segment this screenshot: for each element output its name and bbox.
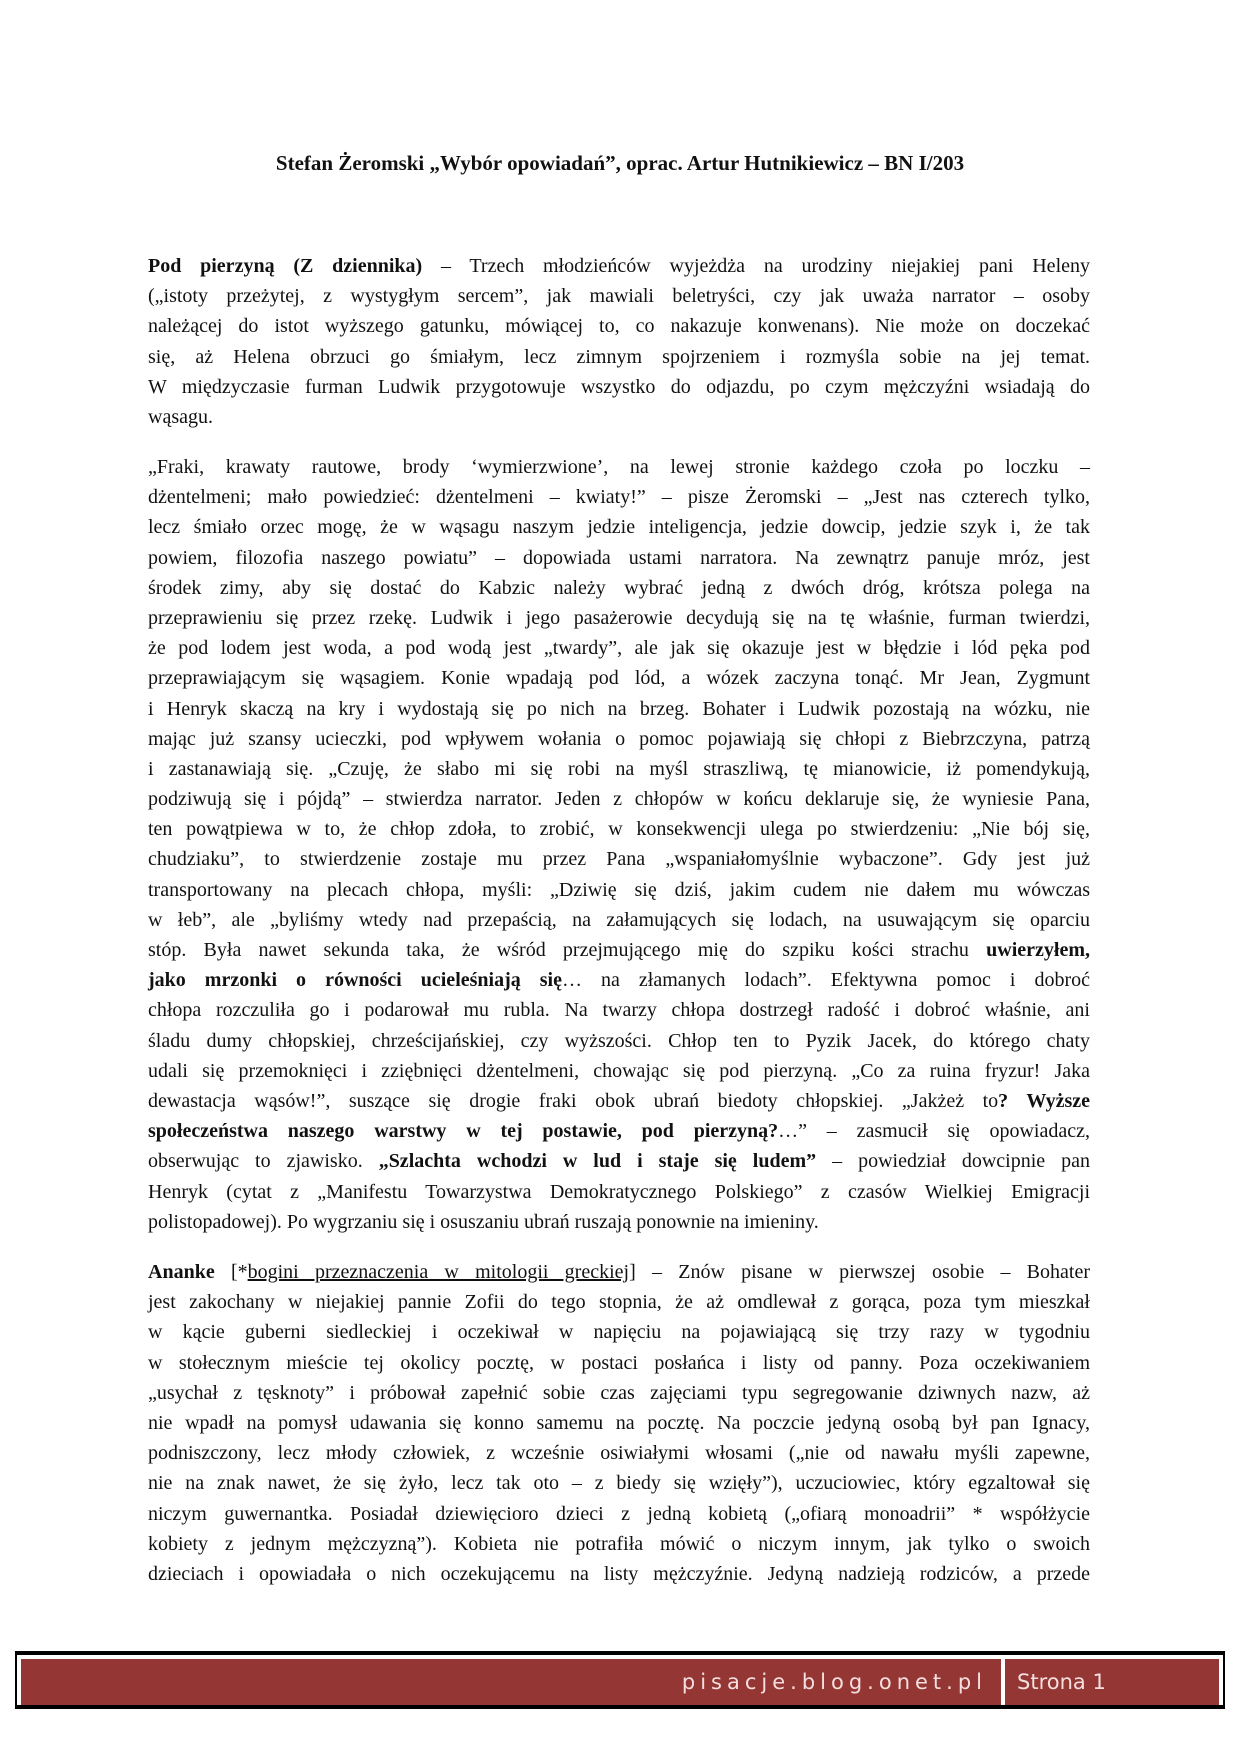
text-segment: że pod lodem jest woda, a pod wodą jest „twardy”, ale jak się okazuje jest w błędzie i lód pęka pod [148,637,1090,660]
text-line [148,905,1090,935]
text-segment: udali się przemoknięci i zziębnięci dżentelmeni, chowając się pod pierzyną. „Co za ruina fryzur! Jaka [148,1059,1090,1082]
bold-text: jako mrzonki o równości ucieleśniają się [148,969,562,992]
text-line [148,1317,1090,1347]
text-segment: dzieciach i opowiadała o nich oczekującemu na listy mężczyźnie. Jedyną nadzieją rodziców, a przede [148,1562,1090,1585]
text-line [148,724,1090,754]
text-segment: podziwują się i pójdą” – stwierdza narrator. Jeden z chłopów w końcu deklaruje się, że wyniesie Pana, [148,788,1090,811]
text-segment: dewastacja wąsów!”, suszące się drogie fraki obok ubrań biedoty chłopskiej. „Jakżeż to [148,1089,999,1112]
text-line [148,663,1090,693]
text-line [148,1086,1090,1116]
text-segment: wąsagu. [148,405,213,428]
text-segment: („istoty przeżytej, z wystygłym sercem”, jak mawiali beletryści, czy jak uważa narrator – osoby [148,285,1090,308]
text-segment: bogini przeznaczenia w mitologii greckiej [247,1261,630,1283]
text-segment: kobiety z jednym mężczyzną”). Kobieta nie potrafiła mówić o niczym innym, jak tylko o swoich [148,1532,1090,1555]
text-line [148,1529,1090,1559]
text-segment: się, aż Helena obrzuci go śmiałym, lecz zimnym spojrzeniem i rozmyśla sobie na jej temat. [148,345,1090,368]
text-segment: w kącie guberni siedleckiej i oczekiwał w napięciu na pojawiającą się trzy razy w tygodniu [148,1321,1090,1344]
text-segment: i Henryk skaczą na kry i wydostają się po nich na brzeg. Bohater i Ludwik pozostają na wózku, nie [148,697,1090,720]
text-line [148,311,1090,341]
text-segment: – powiedział dowcipnie pan [816,1150,1091,1173]
text-segment: chłopa rozczuliła go i podarował mu rubla. Na twarzy chłopa dostrzegł radość i dobroć właśnie, ani [148,999,1090,1022]
text-line [148,844,1090,874]
page-footer [15,1651,1225,1709]
text-segment: Henryk (cytat z „Manifestu Towarzystwa Demokratycznego Polskiego” z czasów Wielkiej Emigracji [148,1180,1090,1203]
text-segment: – Trzech młodzieńców wyjeżdża na urodziny niejakiej pani Heleny [422,255,1090,277]
text-segment: należącej do istot wyższego gatunku, mówiącej to, co nakazuje konwenans). Nie może on doczekać [148,315,1090,338]
text-line [148,1287,1090,1317]
text-segment: powiem, filozofia naszego powiatu” – dopowiada ustami narratora. Na zewnątrz panuje mróz, jest [148,546,1090,569]
text-segment: przeprawieniu się przez rzekę. Ludwik i jego pasażerowie decydują się na tę właśnie, furman twierdzi, [148,606,1090,629]
document-title: Stefan Żeromski „Wybór opowiadań”, oprac. Artur Hutnikiewicz – BN I/203 [275,151,965,175]
text-segment: … na złamanych lodach”. Efektywna pomoc i dobroć [561,969,1090,992]
bold-text: Ananke [148,1261,215,1283]
text-line [148,784,1090,814]
text-line [148,402,1090,432]
text-segment: mając już szansy ucieczki, pod wpływem wołania o pomoc pojawiają się chłopi z Biebrzczyna, patrzą [148,727,1090,750]
text-line [148,573,1090,603]
text-line [148,814,1090,844]
text-segment: W międzyczasie furman Ludwik przygotowuje wszystko do odjazdu, po czym mężczyźni wsiadają do [148,375,1090,398]
bold-text: „Szlachta wchodzi w lud i staje się ludem” [378,1150,817,1173]
text-segment: niczym guwernantka. Posiadał dziewięcioro dzieci z jedną kobietą („ofiarą monoadrii” * współżycie [148,1502,1090,1525]
text-segment: stóp. Była nawet sekunda taka, że wśród przejmującego mię do szpiku kości strachu [148,939,987,961]
text-line [148,633,1090,663]
text-line [148,1116,1090,1146]
text-segment: w łeb”, ale „byliśmy wtedy nad przepaścią, na załamujących się lodach, na usuwającym się oparciu [148,908,1090,931]
text-line [148,1499,1090,1529]
text-segment: śladu dumy chłopskiej, chrześcijańskiej, czy wyższości. Chłop ten to Pyzik Jacek, do którego chaty [148,1029,1090,1052]
text-line [148,372,1090,402]
text-segment: nie na znak nawet, że się żyło, lecz tak oto – z biedy się wzięły”), uczuciowiec, który egzaltował się [148,1472,1090,1495]
text-segment: i zastanawiają się. „Czuję, że słabo mi się robi na myśl straszliwą, tę mianowicie, iż pomendykują, [148,757,1090,780]
text-line [148,251,1090,281]
bold-text: uwierzyłem, [986,939,1090,961]
text-line [148,342,1090,372]
text-segment: podniszczony, lecz młody człowiek, z wcześnie osiwiałymi włosami („nie od nawału myśli zapewne, [148,1442,1090,1465]
text-segment: w stołecznym mieście tej okolicy pocztę, w postaci posłańca i listy od panny. Poza oczekiwaniem [148,1351,1090,1374]
text-line [148,1177,1090,1207]
text-line [148,1408,1090,1438]
text-line [148,1348,1090,1378]
paragraph-ananke [148,1257,1090,1589]
text-segment: „Fraki, krawaty rautowe, brody ‘wymierzwione’, na lewej stronie każdego czoła po loczku – [148,456,1090,478]
text-line [148,452,1090,482]
text-line [148,512,1090,542]
text-line [148,935,1090,965]
text-line [148,1026,1090,1056]
text-segment: polistopadowej). Po wygrzaniu się i osuszaniu ubrań ruszają ponownie na imieniny. [148,1210,819,1233]
text-line [148,1257,1090,1287]
text-line [148,1438,1090,1468]
text-line [148,1378,1090,1408]
paragraph-pod-pierzyna [148,251,1090,432]
text-line [148,1146,1090,1176]
text-line [148,1207,1090,1237]
text-line [148,543,1090,573]
bold-text: ? Wyższe [998,1089,1091,1112]
text-segment: obserwując to zjawisko. [148,1150,379,1173]
bold-text: społeczeństwa naszego warstwy w tej postawie, pod pierzyną? [148,1120,779,1143]
text-line [148,995,1090,1025]
text-line [148,482,1090,512]
text-line [148,281,1090,311]
text-segment: ten powątpiewa w to, że chłop zdoła, to zrobić, w konsekwencji ulega po stwierdzeniu: „Nie bój się, [148,818,1090,841]
text-segment: jest zakochany w niejakiej pannie Zofii do tego stopnia, że aż omdlewał z gorąca, poza tym mieszkał [148,1291,1090,1314]
text-line [148,754,1090,784]
text-segment: …” – zasmucił się opowiadacz, [778,1120,1090,1143]
text-segment: [* [214,1261,248,1283]
text-line [148,875,1090,905]
text-segment: ] – Znów pisane w pierwszej osobie – Bohater [629,1261,1090,1283]
text-line [148,603,1090,633]
text-segment: środek zimy, aby się dostać do Kabzic należy wybrać jedną z dwóch dróg, krótsza polega na [148,576,1090,599]
text-segment: dżentelmeni; mało powiedzieć: dżentelmeni – kwiaty!” – pisze Żeromski – „Jest nas czterech tylko, [148,486,1090,509]
text-line [148,965,1090,995]
text-line [148,1468,1090,1498]
text-segment: transportowany na plecach chłopa, myśli: „Dziwię się dziś, jakim cudem nie dałem mu wówczas [148,878,1090,901]
bold-text: Pod pierzyną (Z dziennika) [148,255,423,277]
text-line [148,1559,1090,1589]
paragraph-pod-pierzyna-summary [148,452,1090,1237]
footer-site-link[interactable]: pisacje.blog.onet.pl [21,1659,1001,1705]
text-line [148,694,1090,724]
footer-page-number: Strona 1 [1005,1659,1219,1705]
text-segment: nie wpadł na pomysł udawania się konno samemu na pocztę. Na poczcie jedyną osobą był pan Ignacy, [148,1411,1090,1434]
text-segment: chudziaku”, to stwierdzenie zostaje mu przez Pana „wspaniałomyślnie wybaczone”. Gdy jest już [148,848,1090,871]
text-segment: lecz śmiało orzec mogę, że w wąsagu naszym jedzie inteligencja, jedzie dowcip, jedzie szyk i, że tak [148,516,1090,539]
text-segment: „usychał z tęsknoty” i próbował zapełnić sobie czas zajęciami typu segregowanie dziwnych nazw, aż [148,1381,1090,1404]
text-segment: przeprawiającym się wąsagiem. Konie wpadają pod lód, a wózek zaczyna tonąć. Mr Jean, Zygmunt [148,667,1090,690]
text-line [148,1056,1090,1086]
